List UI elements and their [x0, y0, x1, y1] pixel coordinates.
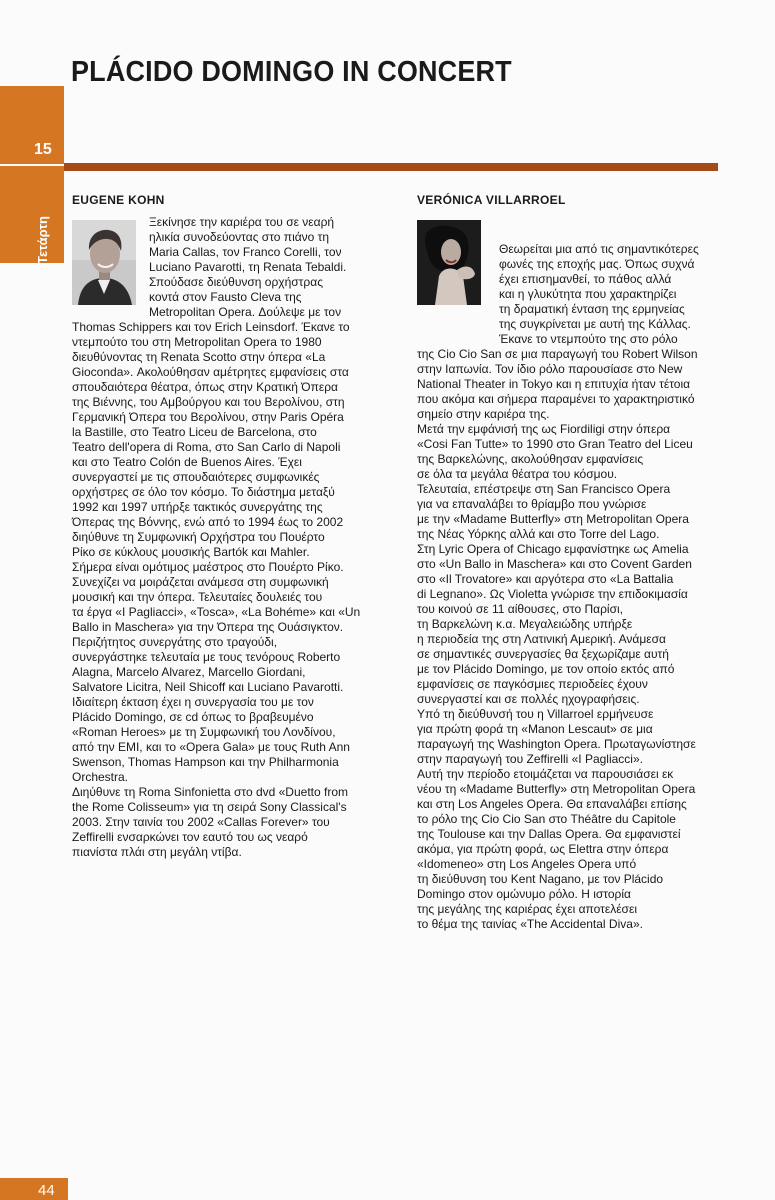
body-text-line: για πρώτη φορά τη «Manon Lescaut» σε μια [417, 722, 653, 736]
body-text-line: της Βαρκελώνης, ακολούθησαν εμφανίσεις [417, 452, 644, 466]
body-text-line: συνεργάστηκε τελευταία με τους τενόρους Roberto [72, 650, 341, 664]
body-text-line: Domingo στον ομώνυμο ρόλο. Η ιστορία [417, 887, 631, 901]
body-text-line: συνεργαστεί με τις σπουδαιότερες συμφωνικές [72, 470, 320, 484]
body-text-line: νέου τη «Madame Butterfly» στη Metropolitan Opera [417, 782, 696, 796]
page-number-tab [0, 1178, 68, 1200]
body-text-line: Έκανε το ντεμπούτο της στο ρόλο [499, 332, 678, 346]
body-text-line: και στη Los Angeles Opera. Θα επαναλάβει επίσης [417, 797, 687, 811]
body-text-line: τα έργα «I Pagliacci», «Tosca», «La Bohéme» και «Un [72, 605, 361, 619]
body-text-line: σε σημαντικές συνεργασίες θα ξεχωρίζαμε αυτή [417, 647, 669, 661]
body-text-line: Orchestra. [72, 770, 129, 784]
body-text-line: για να επαναλάβει το θρίαμβο που γνώρισε [417, 497, 647, 511]
body-text-line: Ballo in Maschera» για την Όπερα της Ουάσιγκτον. [72, 620, 344, 634]
right-column-heading: VERÓNICA VILLARROEL [417, 193, 566, 207]
body-text-line: Plácido Domingo, σε cd όπως το βραβευμένο [72, 710, 314, 724]
body-text-line: Ρίκο σε κύκλους μουσικής Bartók και Mahler. [72, 545, 310, 559]
body-text-line: στο «Il Trovatore» και αργότερα στο «La Battalia [417, 572, 674, 586]
body-text-line: la Bastille, στο Teatro Liceu de Barcelona, στο [72, 425, 317, 439]
body-text-line: Alagna, Marcelo Alvarez, Marcello Giordani, [72, 665, 306, 679]
body-text-line: Τελευταία, επέστρεψε στη San Francisco Opera [417, 482, 671, 496]
body-text-line: πιανίστα πλάι στη μεγάλη ντίβα. [72, 845, 242, 859]
body-text-line: 2003. Στην ταινία του 2002 «Callas Forever» του [72, 815, 330, 829]
body-text-line: Maria Callas, τον Franco Corelli, τον [149, 245, 342, 259]
body-text-line: της Cio Cio San σε μια παραγωγή του Robert Wilson [417, 347, 698, 361]
body-text-line: the Rome Colisseum» για τη σειρά Sony Classical's [72, 800, 347, 814]
body-text-line: που ακόμα και σήμερα παραμένει το χαρακτηριστικό [417, 392, 695, 406]
body-text-line: σπουδαιότερα θέατρα, όπως στην Κρατική Όπερα [72, 380, 338, 394]
body-text-line: τη διεύθυνση του Kent Nagano, με τον Plácido [417, 872, 664, 886]
body-text-line: Μετά την εμφάνισή της ως Fiordiligi στην όπερα [417, 422, 671, 436]
body-text-line: Ξεκίνησε την καριέρα του σε νεαρή [149, 215, 335, 229]
portrait-man-image [72, 220, 136, 305]
body-text-line: το ρόλο της Cio Cio San στο Théâtre du Capitole [417, 812, 676, 826]
body-text-line: στο «Un Ballo in Maschera» και στο Covent Garden [417, 557, 692, 571]
body-text-line: της Νέας Υόρκης αλλά και στο Torre del Lago. [417, 527, 660, 541]
body-text-line: Στη Lyric Opera of Chicago εμφανίστηκε ως Amelia [417, 542, 689, 556]
body-text-line: di Legnano». Ως Violetta γνώρισε την επιδοκιμασία [417, 587, 688, 601]
day-tab-divider [0, 164, 64, 166]
body-text-line: Αυτή την περίοδο ετοιμάζεται να παρουσιάσει εκ [417, 767, 674, 781]
body-text-line: τη δραματική ένταση της ερμηνείας [499, 302, 685, 316]
body-text-line: Swenson, Thomas Hampson και την Philharmonia [72, 755, 339, 769]
body-text-line: με την «Madame Butterfly» στη Metropolitan Opera [417, 512, 689, 526]
left-column-heading: EUGENE KOHN [72, 193, 165, 207]
body-text-line: «Cosi Fan Tutte» το 1990 στο Gran Teatro del Liceu [417, 437, 693, 451]
body-text-line: το θέμα της ταινίας «The Accidental Diva». [417, 917, 643, 931]
body-text-line: κοντά στον Fausto Cleva της [149, 290, 302, 304]
body-text-line: φωνές της εποχής μας. Όπως συχνά [499, 257, 695, 271]
body-text-line: ντεμπούτο του στη Metropolitan Opera το 1980 [72, 335, 322, 349]
body-text-line: της μεγάλης της καριέρας έχει αποτελέσει [417, 902, 637, 916]
body-text-line: της συγκρίνεται με αυτή της Κάλλας. [499, 317, 691, 331]
body-text-line: της Toulouse και την Dallas Opera. Θα εμφανιστεί [417, 827, 681, 841]
body-text-line: Υπό τη διεύθυνσή του η Villarroel ερμήνευσε [417, 707, 654, 721]
portrait-woman-image [417, 220, 481, 305]
page-number: 44 [38, 1182, 55, 1199]
body-text-line: ηλικία συνοδεύοντας στο πιάνο τη [149, 230, 330, 244]
body-text-line: Metropolitan Opera. Δούλεψε με τον [149, 305, 342, 319]
body-text-line: Salvatore Licitra, Neil Shicoff και Luciano Pavarotti. [72, 680, 344, 694]
body-text-line: Gioconda». Ακολούθησαν αμέτρητες εμφανίσεις στα [72, 365, 349, 379]
body-text-line: με τον Plácido Domingo, με τον οποίο εκτός από [417, 662, 675, 676]
body-text-line: Περιζήτητος συνεργάτης στο τραγούδι, [72, 635, 278, 649]
body-text-line: «Roman Heroes» με τη Συμφωνική του Λονδίνου, [72, 725, 336, 739]
body-text-line: διευθύνοντας τη Renata Scotto στην όπερα «La [72, 350, 326, 364]
body-text-line: Σπούδασε διεύθυνση ορχήστρας [149, 275, 323, 289]
body-text-line: η περιοδεία της στη Λατινική Αμερική. Ανάμεσα [417, 632, 666, 646]
body-text-line: Thomas Schippers και τον Erich Leinsdorf. Έκανε το [72, 320, 350, 334]
eugene-kohn-portrait [72, 220, 136, 305]
body-text-line: Διηύθυνε τη Roma Sinfonietta στο dvd «Duetto from [72, 785, 348, 799]
header-rule [64, 163, 718, 171]
body-text-line: Θεωρείται μια από τις σημαντικότερες [499, 242, 699, 256]
body-text-line: National Theater in Tokyo και η επιτυχία ήταν τέτοια [417, 377, 691, 391]
body-text-line: Γερμανική Όπερα του Βερολίνου, στην Paris Opéra [72, 410, 344, 424]
body-text-line: στην Ιαπωνία. Τον ίδιο ρόλο παρουσίασε στο New [417, 362, 683, 376]
body-text-line: παραγωγή της Washington Opera. Πρωταγωνίστησε [417, 737, 696, 751]
body-text-line: στην παραγωγή του Zeffirelli «I Pagliacci». [417, 752, 643, 766]
body-text-line: διηύθυνε τη Συμφωνική Ορχήστρα του Πουέρτο [72, 530, 325, 544]
day-number: 15 [34, 141, 52, 158]
body-text-line: Όπερας της Βόννης, ενώ από το 1994 έως το 2002 [72, 515, 344, 529]
body-text-line: ορχήστρες σε όλο τον κόσμο. Το διάστημα μεταξύ [72, 485, 335, 499]
body-text-line: έχει επισημανθεί, το πάθος αλλά [499, 272, 672, 286]
body-text-line: της Βιέννης, του Αμβούργου και του Βερολίνου, στη [72, 395, 345, 409]
body-text-line: του κοινού σε 11 αίθουσες, στο Παρίσι, [417, 602, 623, 616]
page-title: PLÁCIDO DOMINGO IN CONCERT [71, 56, 512, 88]
body-text-line: εμφανίσεις σε παγκόσμιες περιοδείες έχουν [417, 677, 648, 691]
body-text-line: από την EMI, και το «Opera Gala» με τους Ruth Ann [72, 740, 350, 754]
veronica-villarroel-portrait [417, 220, 481, 305]
body-text-line: «Idomeneo» στη Los Angeles Opera υπό [417, 857, 637, 871]
body-text-line: μουσική και την όπερα. Τελευταίες δουλειές του [72, 590, 323, 604]
body-text-line: σημείο στην καριέρα της. [417, 407, 550, 421]
body-text-line: 1992 και 1997 υπήρξε τακτικός συνεργάτης της [72, 500, 323, 514]
body-text-line: Teatro dell'opera di Roma, στο San Carlo di Napoli [72, 440, 341, 454]
body-text-line: συνεργαστεί και σε πολλές ηχογραφήσεις. [417, 692, 640, 706]
body-text-line: και η γλυκύτητα που χαρακτηρίζει [499, 287, 677, 301]
body-text-line: σε όλα τα μεγάλα θέατρα του κόσμου. [417, 467, 618, 481]
body-text-line: Zeffirelli ενσαρκώνει τον εαυτό του ως νεαρό [72, 830, 308, 844]
body-text-line: Ιδιαίτερη έκταση έχει η συνεργασία του με τον [72, 695, 314, 709]
body-text-line: τη Βαρκελώνη κ.α. Μεγαλειώδης υπήρξε [417, 617, 633, 631]
body-text-line: Σήμερα είναι ομότιμος μαέστρος στο Πουέρτο Ρίκο. [72, 560, 344, 574]
body-text-line: και στο Teatro Colón de Buenos Aires. Έχει [72, 455, 302, 469]
day-tab [0, 86, 64, 263]
day-name: Τετάρτη [35, 215, 50, 264]
body-text-line: Συνεχίζει να μοιράζεται ανάμεσα στη συμφωνική [72, 575, 329, 589]
body-text-line: Luciano Pavarotti, τη Renata Tebaldi. [149, 260, 347, 274]
body-text-line: ακόμα, για πρώτη φορά, ως Elettra στην όπερα [417, 842, 669, 856]
